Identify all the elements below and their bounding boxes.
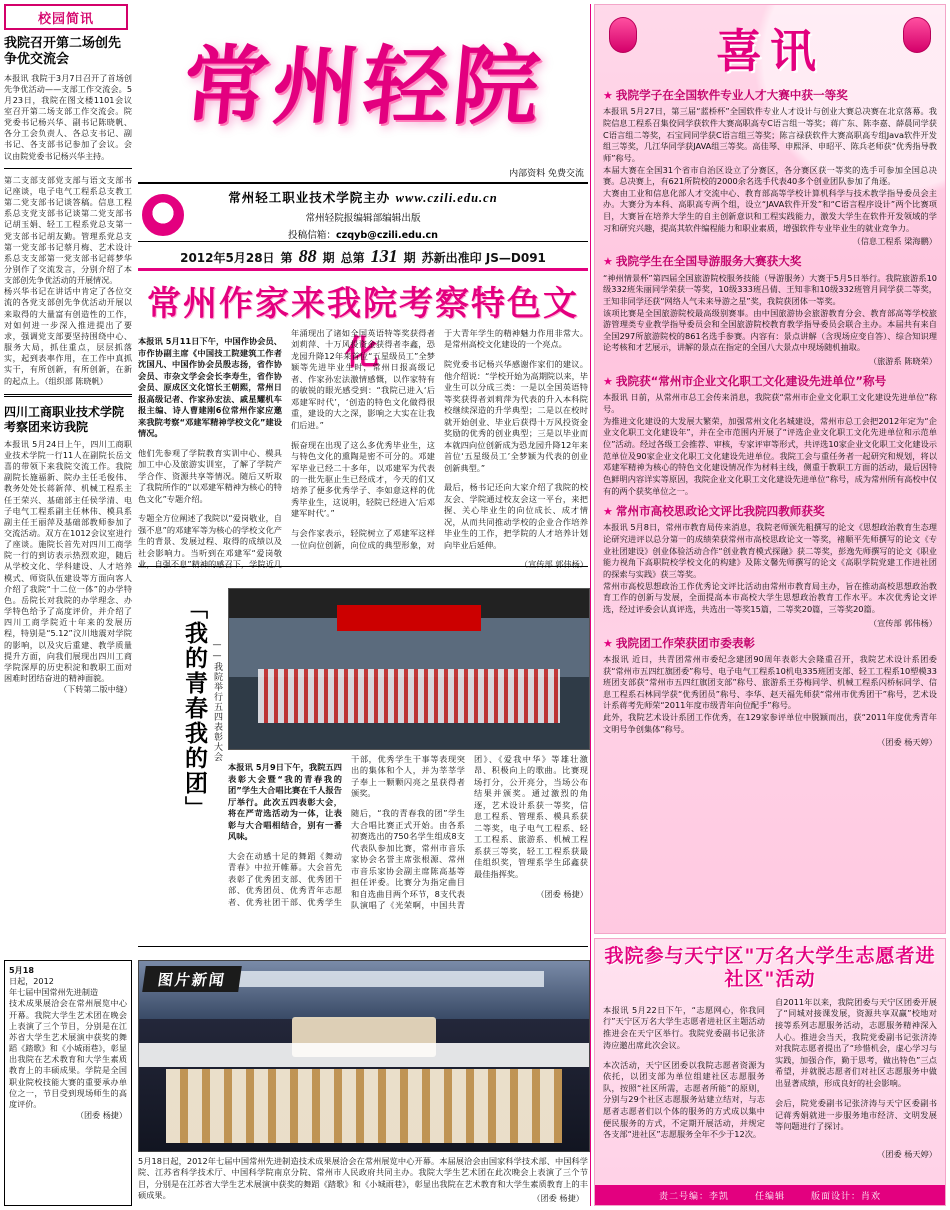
left-article-continued: （下转第二版中缝） xyxy=(59,684,132,695)
footer-responsible-editor: 任编辑 xyxy=(754,1191,785,1202)
footer-layout: 版面设计：肖欢 xyxy=(811,1191,882,1202)
total-label-2: 期 xyxy=(403,251,416,265)
rc-item-2-title: 我院学生在全国导游服务大赛获大奖 xyxy=(615,254,802,269)
main-article-p4: 振奋现在出现了这么多优秀毕业生，这与特色文化的熏陶是密不可分的。邓建军毕业已经二十多年，以邓建军为代表的一批先驱止生已经成才，今天的们又培养了便多优秀学子、李如意这样的优秀毕业生，这说明，轻院已经进入‘后邓建军时代’。” xyxy=(291,439,435,519)
issue-number: 88 xyxy=(298,246,317,266)
rc-item-4-title: 常州市高校思政论文评比我院四教师获奖 xyxy=(615,504,825,519)
mid-article-credit: （团委 杨捷） xyxy=(536,888,588,899)
left-article-1-body: 本报讯 我院于3月7日召开了首场创先争优活动——支部工作交流会。5月23日，我院在图文楼1101会议室召开第二场支部工作交流会。院党委书记杨兴华、副书记陈晓帆、各分工会负责人、各总支书记、副书记、各支部书记参加了会议。会议由院党委书记杨兴华主持。 xyxy=(4,72,132,161)
bottom-left-credit: （团委 杨捷） xyxy=(75,1110,127,1121)
main-article-p1: 本报讯 5月11日下午，中国作协会员、市作协副主席《中国技工院建筑工作者沈国凡、中国作协会员殷志扬，省作协会员、市杂文学会会长李寿生，省作协会员、原成区文化馆长王朝熙，常州日报高级记者、作家孙宏法、戚星耀机车报主编、诗人曹建刚6位常州作家应邀来我院考察“邓建军精神学校文化”建设情况。 xyxy=(138,336,282,439)
page-footer xyxy=(595,1185,945,1205)
volunteer-activity-section xyxy=(594,938,946,1206)
rc-item-3-title: 我院获“常州市企业文化职工文化建设先进单位”称号 xyxy=(615,374,887,389)
rc-item-5 xyxy=(603,636,937,749)
rc-item-1-title: 我院学子在全国软件专业人才大赛中获一等奖 xyxy=(615,88,848,102)
good-news-title: 喜讯 xyxy=(716,24,824,78)
left-article-2-title: 四川工商职业技术学院考察团来访我院 xyxy=(4,404,125,434)
rc-item-1-body: 本报讯 5月27日，第三届“蓝桥杯”全国软件专业人才设计与创业大赛总决赛在北京落幕。我院信息工程系召集佼同学获软件大赛高职高专C语言组一等奖；蒋广东、陈李嘉、薛晨同学获C语言组二等奖，石宝同同学获C语言组三等奖；陈言禄获软件大赛高职高专组Java软件开发组三等奖，几江华同学获JAVA组三等奖。高佳琴、申熙泽、申昭平、陈兵老师获“优秀指导教师”称号。 xyxy=(603,106,937,163)
bottom-left-year: 日起，2012 xyxy=(9,976,54,987)
mid-article-subtitle: ——我院举行五四表彰大会 xyxy=(212,640,222,762)
photo-news-label: 图片新闻 xyxy=(142,966,242,992)
bottom-left-date: 5月18 xyxy=(9,965,34,975)
bottom-left-body: 技术成果展洽会在常州展览中心开幕。我院大学生艺术团在晚会上表演了三个节目，分别是在江苏省大学生艺术展演中获奖的舞蹈《踏歌》和《小城雨巷》，彰显出我院在艺术教育和大学生素质教育上的丰硕成果。学院是全国职业院校技能大赛的重要承办单位之一，节目受到现场师生的高度评价。 xyxy=(9,998,127,1109)
volunteer-p3: 自2011年以来，我院团委与天宁区团委开展了“同城对接课发展，资源共享双赢”校地对接等系列志愿服务活动，志愿服务精神深入人心。推进会当天，我院党委副书记张济涛对我院志愿者提出了“珍惜机会，虚心学习与实践，加强合作，勤于思考，做出特色”三点希望，并就脱志愿者们对社区志愿服务中做出显著成绩，形成良好的社会影响。 xyxy=(775,996,937,1089)
good-news-header xyxy=(603,11,937,81)
main-article-p5: 与会作家表示，轻院树立了邓建军这样一位向位创新，向位成的典型形象，对于大青年学生的精神魅力作用非常大。是常州高校文化建设的一个亮点。 xyxy=(291,328,588,550)
rc-item-3-body2: 为推进文化建设的大发展大繁荣，加强常州文化名城建设，常州市总工会把2012年定为“企业文化职工文化建设年”，并在全市范围内开展了“评选企业文化职工文化先进单位和示范单位”活动。经过各级工会推荐、审核，专家评审等形式，共评选10家企业文化职工文化建设示范单位及90家企业文化职工文化建设先进单位。我院工会与重任务者一起研究和规划，将以邓建军精神为核心的特色文化建设情况作为材料主线，侧重于教职工方面的活动，最后因特色鲜明内容详实等原因，我院企业文化职工文化建设先进单位“称号，成为常州所有高校中仅有的两个获奖单位之一。 xyxy=(603,415,937,496)
issue-line xyxy=(138,246,588,267)
star-icon: ★ xyxy=(603,505,613,519)
website-url[interactable]: www.czili.edu.cn xyxy=(395,191,498,205)
volunteer-p1: 本报讯 5月22日下午，“志愿网心，你我同行”天宁区万名大学生志愿者进社区主题活动推进会在天宁区举行。我院党委副书记张济涛应邀出席此次会议。 xyxy=(603,1004,765,1050)
star-icon: ★ xyxy=(603,255,613,269)
main-article-p3: 专题全方位阐述了我院以“爱岗敬业，自强不息”的邓建军等为核心的学校文化产生的背景、发展过程、取得的成绩以及社会影响力。当听到在邓建军“爱岗敬业，自强不息”精神的感召下，学院近几年涌现出了诸如全国英语特等奖获得者刘莉萍、十万风投资金获得者李鑫，恐龙园升降12年来首位“五星级员工”全梦颖等先进毕业生时，常州日报高级记者、作家孙宏法激情感慨，以作家特有的敏锐的眼光感受到：“我院已进入‘后邓建军时代’，‘创造的特色文化做得很重，建设的大之深，影响之大实在让我们后进。” xyxy=(138,328,435,570)
choir-photo xyxy=(228,588,590,750)
left-article-1-body2: 第二支部支部党支部与语文支部书记座谈，电子电气工程系总支教工第二党支部书记谈答稿。信息工程系总支党支部书记谈第二党支部书记胡玉娟、轻工工程系党总支第一党支部书记胡友勤。管理系党总支第一党支部书记蔡月梅、艺术设计系总支支部第一党支部书记蒋梦华分别作了交流发言，分别介绍了本支部创先争优活动的开展情况。 xyxy=(4,174,132,286)
rc-item-2-body: “神州情景杯”第四届全国旅游院校服务技能（导游服务）大赛于5月5日举行。我院旅游系10级332班朱丽同学荣获一等奖，10级333班吕倩、王知非和10级332班管月同学获二等奖，王知非同学还获“网络人气未来导游之星”奖，我院获团体一等奖。 xyxy=(603,272,937,306)
mid-article-title: 「我的青春我的团」 xyxy=(181,596,208,821)
rc-item-1-body2: 本届大赛在全国31个省市自治区设立了分赛区，各分赛区获一等奖的选手可参加全国总决赛。总决赛上，有621所院校的2000余名选手代表40多个创业团队参加了角逐。 xyxy=(603,164,937,187)
masthead xyxy=(138,6,588,266)
newspaper-title: 常州轻院 xyxy=(178,36,548,137)
submit-mail[interactable]: czqyb@czili.edu.cn xyxy=(335,230,438,241)
main-headline: 常州作家来我院考察特色文化 xyxy=(147,284,579,373)
lantern-icon-left xyxy=(609,17,637,53)
rc-item-5-credit: （团委 杨天婷） xyxy=(877,737,937,748)
mid-article-body xyxy=(228,754,588,934)
footer-editor: 责二号编：李凯 xyxy=(658,1191,729,1202)
mid-article-p1: 本报讯 5月9日下午，我院五四表彰大会暨“我的青春我的团”学生大合唱比赛在千人报告厅举行。此次五四表彰大会，将在严苛选活动为一体，让表彰与大合唱相结合，别有一番风味。 xyxy=(228,762,342,842)
rc-item-5-title: 我院团工作荣获团市委表彰 xyxy=(615,635,756,650)
main-article-credit: （宣传部 郭伟杨） xyxy=(519,559,588,570)
rc-item-2-body2: 该项比赛是全国旅游院校最高级别赛事。由中国旅游协会旅游教育分会、教育部高等学校旅游管理类专业教学指导委员会和全国旅游院校教育教学指导委员会联合主办。本届共有来自全国297所旅游院校的861名选手参赛。内容有：景点讲解（含现场应变自答）、综合知识理论考核和才艺展示，讲解的景点在指定的全国八大景点中现场随机抽取。 xyxy=(603,307,937,353)
issue-label-1: 第 xyxy=(280,251,293,265)
left-article-2-body: 本报讯 5月24日上午，四川工商职业技术学院一行11人在副院长岳文喜的带领下来我院交流工作。我院副院长施福新、院办主任毛俊伟、教务处处长蒋新萍、机械工程系主任王荣兴、基础部主任侯学清、电子电气工程系副主任林伟、模具系副主任王丽萍及基础部教师参加了交流活动。双方在1012会议室进行了座谈。施院长首先对四川工商学院一行的到访表示热烈欢迎，随后从学校文化、学科建设、人才培养模式、师资队伍建设等方面向客人介绍了我院“十二位一体”的办学特色。岳院长对我院的办学理念、办学特色给予了高度评价，并介绍了四川工商学院近十年来的发展历程，特别是“5.12”汶川地震对学院的影响，以及灾后重建、教学质量提升方面，向我们展现出四川工商学院深厚的历史积淀和教职工面对困难时团结奋进的精神面貌。 xyxy=(4,438,132,683)
rc-item-4-body: 本报讯 5月8日，常州市教育局传来消息，我院老师颁先粗撰写的论文《思想政治教育生态理论研究进评以总分第一的成绩荣获常州市高校思政论文一等奖，褚顺平先师撰写的论文《专业社团建设》创业体验活动合作“创业教育模式探融》获二等奖，彭逸先师撰写的论文《职业能力视角下高职院校学校文化的构建》及陈文馨先师撰写的论文《高职学院党建工作进社团的探索与实践》获三等奖。 xyxy=(603,522,937,580)
good-news-column xyxy=(594,4,946,934)
volunteer-title: 我院参与天宁区"万名大学生志愿者进社区"活动 xyxy=(604,945,936,990)
left-article-1-body3: 杨兴华书记在讲话中肯定了各位交流的各党支部创先争优活动开展以来取得的大量富有创造性的工作，对如何进一步深入推进提出了要求，强调党支部要坚持围绕中心、服务大局，抓住重点，层层抓落实，起到表率作用，在工作中真抓实干，有所创新，有所创新，在新的起点上。（组织部 陈晓帆） xyxy=(4,286,132,386)
rc-item-5-body2: 此外，我院艺术设计系团工作优秀，在129家参评单位中脱颖而出，获“2011年度优秀青年文明号争创集体”称号。 xyxy=(603,712,937,734)
rc-item-1 xyxy=(603,88,937,247)
license-number: 苏新出准印 JS—D091 xyxy=(421,251,546,265)
volunteer-credit: （团委 杨天婷） xyxy=(877,1149,937,1160)
star-icon: ★ xyxy=(603,636,613,650)
bottom-left-title: 年七届中国常州先进制造 xyxy=(9,987,99,998)
main-article xyxy=(138,328,588,570)
publisher-line: 常州轻院报编辑部编辑出版 xyxy=(305,213,421,224)
star-icon: ★ xyxy=(603,375,613,389)
sponsor-line: 常州轻工职业技术学院主办 xyxy=(228,190,391,205)
volunteer-p2: 本次活动，天宁区团委以我院志愿者资源为依托，以团支部为单位组建社区志愿服务队，按照“社区所需，志愿者所能”的原则，分别与29个社区志愿服务站建立结对，与志愿者志愿者们以个体的服务的方式成以集中便民服务的方式，不定期开展活动，并规定各支部“进社区”志愿服务全年不少于12次。 xyxy=(603,1059,765,1140)
main-article-p2: 他们先参观了学院教育实训中心、模具加工中心及旅游实训室，了解了学院产学合作、资源共享等情况。随后又听取了我院所作的“以邓建军精神为核心的特色文化”专题介绍。 xyxy=(138,447,282,504)
lantern-icon-right xyxy=(903,17,931,53)
submit-label: 投稿信箱： xyxy=(288,230,336,241)
issue-date: 2012年5月28日 xyxy=(180,251,275,265)
masthead-band xyxy=(138,188,588,241)
total-number: 131 xyxy=(370,246,398,266)
rc-item-5-body: 本报讯 近日，共青团常州市委纪念建团90周年表彰大会隆重召开，我院艺术设计系团委获“常州市五四红旗团委”称号、电子电气工程系10机电335班团支部、轻工工程系10塑模33班团支部获“常州市五四红旗团支部”称号、旅游系王芬梅同学、机械工程系闪桥标同学、信息工程系石林同学获“优秀团员”称号、李华、赵天福先师获“常州市优秀团干”称号，艺术设计系蒋考先师荣“2011年度市级青年向位配手”称号。 xyxy=(603,653,937,711)
internal-note: 内部资料 免费交流 xyxy=(509,169,584,179)
rc-item-3-body: 本报讯 日前，从常州市总工会传来消息，我院获“常州市企业文化职工文化建设先进单位”称号。 xyxy=(603,392,937,415)
rc-item-1-body3: 大赛由工业和信息化部人才交流中心、教育部高等学校计算机科学与技术教学指导委员会主办。大赛分为本科、高职高专两个组，设立“JAVA软件开发”和“C语言程序设计”两个比赛项目，大赛旨在培养大学生的自主创新意识和工程实践能力，激发大学生在软件开发领域的学习和研究兴趣，提高其软件编程能力和职业素质，增强软件专业毕业生的就业竞争力。 xyxy=(603,187,937,233)
rc-item-3 xyxy=(603,374,937,497)
total-label-1: 总第 xyxy=(340,251,365,265)
left-article-1-title: 我院召开第二场创先争优交流会 xyxy=(4,36,122,68)
campus-news-banner: 校园简讯 xyxy=(4,4,128,30)
main-article-p7: 最后，杨书记还向大家介绍了我院的校友会、学院通过校友会这一平台，来把握、关心毕业生的向位成长、成才情况，从而共同推动学校的企业合作培养毕业生的工作，把学院的人才培养计划向毕业后延伸。 xyxy=(444,482,588,550)
star-icon: ★ xyxy=(603,89,613,102)
mid-article-p2: 大会在动感十足的舞蹈《舞动青春》中拉开帷幕。大会首先表彰了优秀团支部、优秀团干部、优秀团员、优秀青年志愿者、优秀社团干部、优秀学生干部，优秀学生干事等表现突出的集体和个人，并为莘莘学子奉上一颗颗闪亮之星获得者颁奖。 xyxy=(228,754,465,907)
mid-article-p3: 随后，“我的青春我的团”学生大合唱比赛正式开始。由各系初赛选出的750名学生组成8支代表队参加比赛，常州市音乐家协会名誉主席张根源、常州市音乐家协会副主席陈高基等担任评委。比赛分为指定曲目和自选曲目两个环节，8支代表队演唱了《光荣啊，中国共青团》、《爱我中华》等雄壮激昂、积极向上的歌曲。比赛现场打分，公开亮分，当场公布结果并颁奖。通过激烈的角逐，艺术设计系获一等奖，信息工程系、管理系、模具系获二等奖，电子电气工程系、轻工工程系、旅游系、机械工程系获三等奖，轻工工程系获最佳组织奖，管理系学生邱鑫获最佳指挥奖。 xyxy=(351,754,588,910)
bottom-left-article xyxy=(4,960,132,1206)
volunteer-p4: 会后，院党委副书记张济涛与天宁区委副书记蒋秀娟就进一步服务地市经济、文明发展等问题进行了探讨。 xyxy=(775,1097,937,1132)
rc-item-2 xyxy=(603,254,937,367)
photo-news-caption: 5月18日起，2012年七届中国常州先进制造技术成果展洽会在常州展览中心开幕。本届展洽会由国家科学技术部、中国科学院、江苏省科学技术厅、中国科学院南京分院、常州市人民政府共同主办。我院大学生艺术团在此次晚会上表演了三个节目，分别是在江苏省大学生艺术展演中获奖的舞蹈《踏歌》和《小城雨巷》，彰显出我院在艺术教育和大学生素质教育上的丰硕成果。 xyxy=(138,1156,588,1201)
photo-news-section xyxy=(138,960,588,1206)
rc-item-4-credit: （宣传部 郭伟杨） xyxy=(868,617,937,628)
rc-item-2-credit: （旅游系 陈晓荣） xyxy=(868,356,937,367)
rc-item-1-credit: （信息工程系 梁海鹏） xyxy=(852,236,937,247)
main-article-p6: 院党委书记杨兴华感谢作家们的建议。他介绍说：“学校开始为高期院以来，毕业生可以分成三类：一是以全国英语特等奖获得者刘莉萍为代表的升入本科院校继续深造的升学典型；二是以在校时就开始创业、毕业后获得十万风投资金奖励的优秀的创业典型；三是以毕业而本就四向位创新成为恐龙园升降12年来首位‘五星级员工’全梦颖为代表的创业创新典型。” xyxy=(444,359,588,473)
rc-item-4 xyxy=(603,504,937,628)
rc-item-4-body2: 常州市高校思想政治工作优秀论文评比活动由常州市教育局主办，旨在推动高校思想政治教育工作的创新与发展，全面提高本市高校大学生思想政治教育工作水平。本次优秀论文评选，经过评委会认真评选，共选出一等奖15篇，二等奖20篇，三等奖20篇。 xyxy=(603,580,937,614)
photo-news-credit: （团委 杨捷） xyxy=(532,1193,584,1203)
issue-label-2: 期 xyxy=(322,251,335,265)
